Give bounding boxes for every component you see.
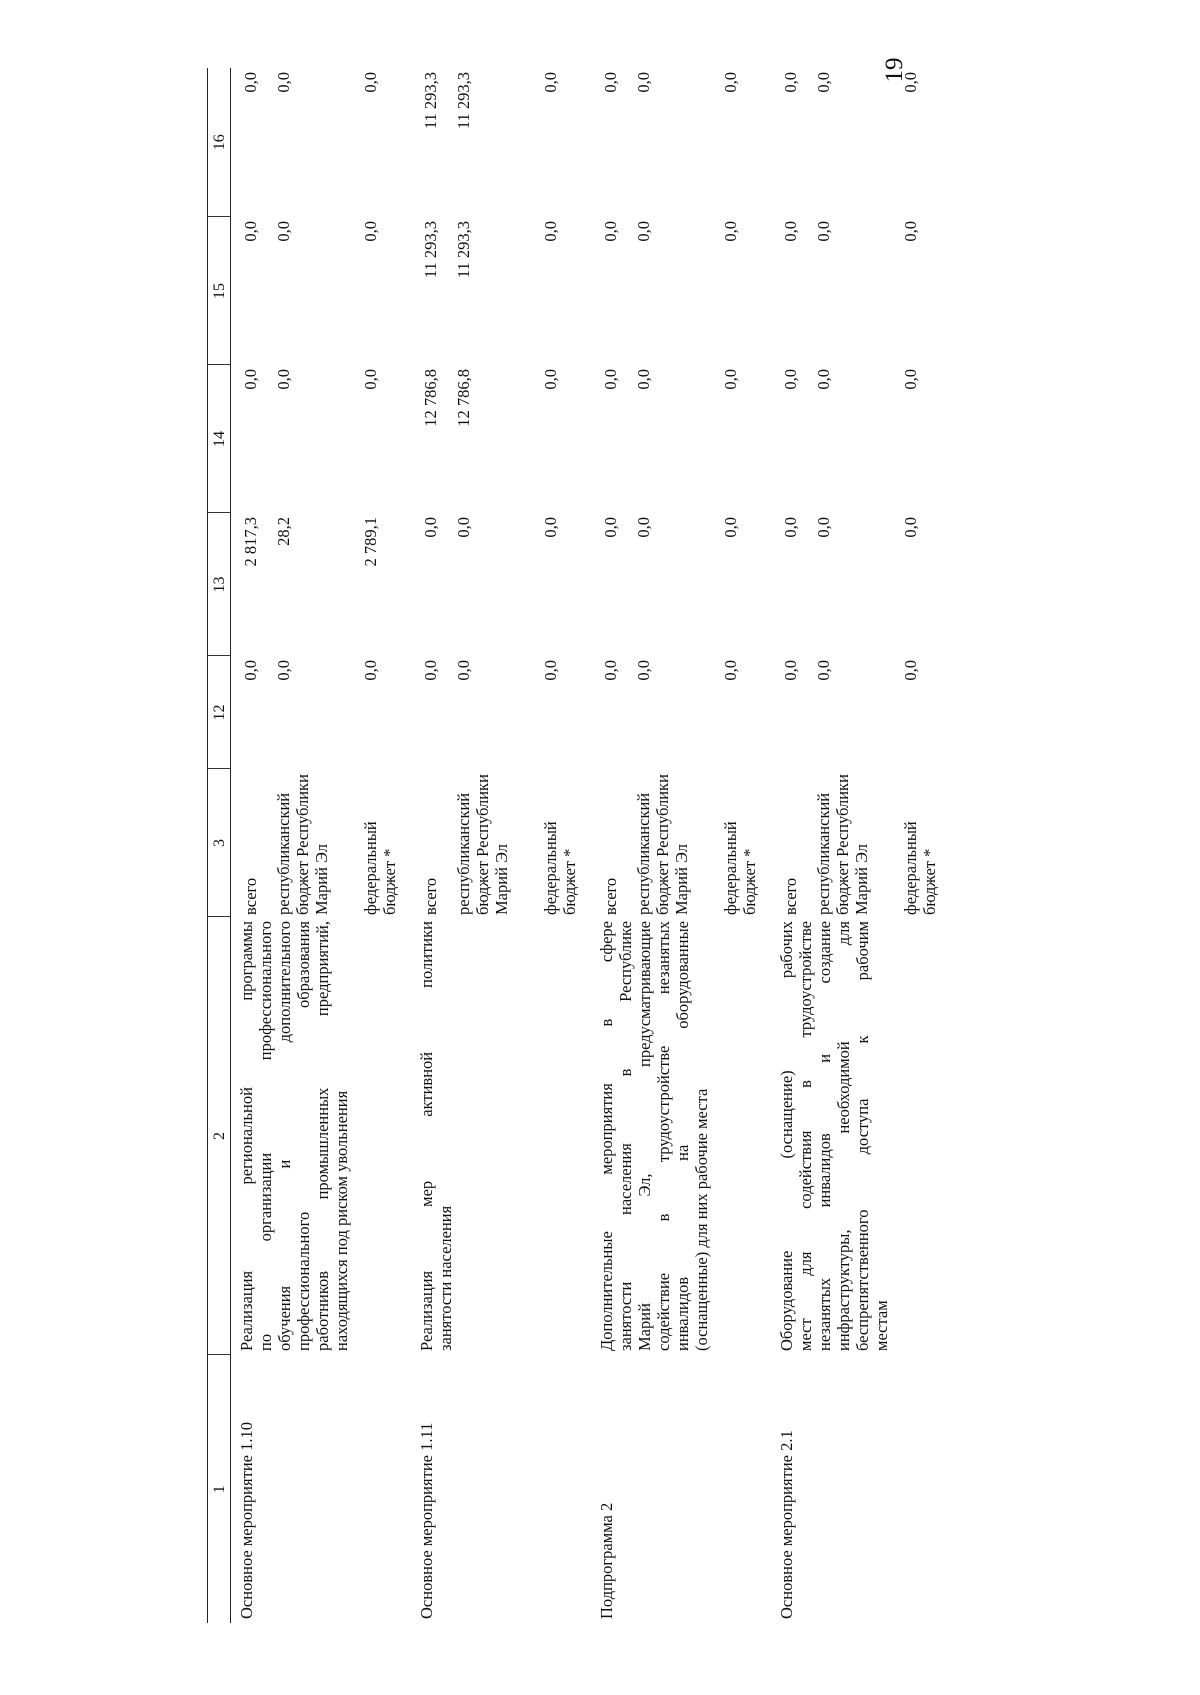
value-cell: 0,0: [721, 369, 740, 390]
funding-source-line: бюджет *: [380, 848, 399, 915]
value-cell: [672, 68, 691, 217]
value-cell: [331, 217, 361, 365]
table-row: [231, 68, 400, 1623]
value-cell: [653, 656, 672, 769]
value-cell: [560, 68, 579, 217]
value-cell: [691, 513, 721, 656]
value-cell: [312, 365, 331, 513]
col-header-12: 12: [208, 656, 231, 769]
value-cell: [833, 68, 852, 217]
value-cell: [380, 656, 399, 769]
funding-source-line: всего: [601, 877, 620, 915]
value-cell: 0,0: [541, 660, 560, 681]
value-cell: [871, 68, 901, 217]
row-description: [579, 917, 759, 1355]
value-cell: [672, 513, 691, 656]
funding-source-line: [871, 769, 901, 917]
funding-source-line: бюджет Республики: [653, 774, 672, 915]
value-cell: [511, 68, 541, 217]
value-col-16: [759, 68, 939, 217]
description-line: содействие в трудоустройстве незанятых: [654, 921, 673, 1351]
value-cell: 2 817,3: [241, 517, 260, 567]
col-header-1: 1: [208, 1355, 231, 1623]
value-cell: [691, 217, 721, 365]
value-cell: 0,0: [601, 72, 620, 93]
value-cell: 0,0: [781, 517, 800, 538]
budget-table: [207, 68, 939, 1623]
value-cell: 0,0: [901, 72, 920, 93]
value-cell: [653, 513, 672, 656]
value-col-15: [399, 217, 579, 365]
table-row: [399, 68, 579, 1623]
value-cell: 12 786,8: [454, 369, 473, 427]
value-cell: 0,0: [901, 517, 920, 538]
value-cell: 0,0: [814, 517, 833, 538]
value-cell: 0,0: [814, 369, 833, 390]
value-cell: 0,0: [241, 369, 260, 390]
value-cell: [473, 68, 492, 217]
value-cell: 0,0: [541, 221, 560, 242]
value-cell: 0,0: [421, 660, 440, 681]
col-header-2: 2: [208, 917, 231, 1355]
row-title: Основное мероприятие 1.10: [237, 1422, 256, 1619]
value-cell: 28,2: [274, 517, 293, 546]
value-cell: 0,0: [721, 72, 740, 93]
value-col-16: [231, 68, 400, 217]
value-cell: [920, 513, 939, 656]
value-col-14: [399, 365, 579, 513]
value-col-15: [231, 217, 400, 365]
value-cell: [293, 513, 312, 656]
funding-source-line: [331, 769, 361, 917]
funding-source-line: республиканский: [454, 792, 473, 915]
description-line: мест для содействия в трудоустройстве: [796, 921, 815, 1351]
value-cell: 11 293,3: [454, 221, 473, 279]
value-cell: 0,0: [361, 369, 380, 390]
funding-source-line: Марий Эл: [492, 844, 511, 915]
value-cell: [672, 217, 691, 365]
value-cell: [560, 513, 579, 656]
value-cell: 0,0: [814, 660, 833, 681]
funding-source-line: Марий Эл: [672, 844, 691, 915]
value-cell: [492, 217, 511, 365]
value-cell: [492, 365, 511, 513]
funding-source-line: федеральный: [541, 821, 560, 915]
value-cell: [511, 217, 541, 365]
value-cell: 0,0: [601, 369, 620, 390]
value-cell: 0,0: [274, 221, 293, 242]
value-cell: [293, 656, 312, 769]
value-cell: [331, 513, 361, 656]
description-line: Дополнительные мероприятия в сфере: [597, 921, 616, 1351]
description-line: инвалидов на оборудованные: [673, 921, 692, 1351]
value-col-13: [231, 513, 400, 656]
value-cell: [691, 656, 721, 769]
description-line: местам: [872, 1300, 891, 1351]
page-number: 19: [881, 57, 908, 83]
value-cell: [871, 365, 901, 513]
value-col-12: [231, 656, 400, 769]
value-cell: 0,0: [634, 221, 653, 242]
funding-source-line: бюджет *: [560, 848, 579, 915]
value-cell: [380, 68, 399, 217]
value-cell: [871, 217, 901, 365]
value-cell: [871, 656, 901, 769]
value-cell: [331, 656, 361, 769]
funding-source-line: республиканский: [634, 792, 653, 915]
value-cell: [740, 68, 759, 217]
value-cell: 0,0: [814, 221, 833, 242]
value-cell: [293, 365, 312, 513]
description-line: профессионального образования: [294, 921, 313, 1351]
row-title: Основное мероприятие 1.11: [417, 1422, 436, 1619]
funding-source-line: бюджет Республики: [473, 774, 492, 915]
value-cell: 0,0: [901, 660, 920, 681]
value-col-15: [759, 217, 939, 365]
col-header-13: 13: [208, 513, 231, 656]
row-title: Подпрограмма 2: [597, 1502, 616, 1619]
row-description: [231, 917, 400, 1355]
description-line: находящихся под риском увольнения: [332, 1090, 351, 1351]
value-cell: [852, 68, 871, 217]
value-cell: [653, 217, 672, 365]
value-cell: [672, 656, 691, 769]
value-col-14: [759, 365, 939, 513]
header-row: [208, 68, 231, 1623]
value-col-14: [231, 365, 400, 513]
value-cell: 0,0: [781, 369, 800, 390]
value-col-16: [399, 68, 579, 217]
value-cell: [833, 365, 852, 513]
funding-source-line: республиканский: [274, 792, 293, 915]
table-row: [759, 68, 939, 1623]
funding-source: [759, 769, 939, 917]
col-header-16: 16: [208, 68, 231, 217]
value-cell: [852, 217, 871, 365]
value-cell: [871, 513, 901, 656]
value-col-12: [399, 656, 579, 769]
value-cell: 0,0: [781, 221, 800, 242]
description-line: инфраструктуры, необходимой для: [834, 921, 853, 1351]
value-col-13: [579, 513, 759, 656]
value-cell: [492, 513, 511, 656]
value-cell: [920, 656, 939, 769]
funding-source-line: всего: [421, 877, 440, 915]
value-cell: 0,0: [721, 517, 740, 538]
col-header-14: 14: [208, 365, 231, 513]
description-line: занятости населения: [436, 1205, 455, 1351]
value-cell: [740, 365, 759, 513]
value-cell: 0,0: [274, 369, 293, 390]
value-cell: [492, 68, 511, 217]
value-cell: [672, 365, 691, 513]
funding-source-line: бюджет Республики: [293, 774, 312, 915]
value-cell: 12 786,8: [421, 369, 440, 427]
funding-source-line: [511, 769, 541, 917]
funding-source-line: бюджет *: [920, 848, 939, 915]
description-line: незанятых инвалидов и создание: [815, 921, 834, 1351]
row-title: Основное мероприятие 2.1: [777, 1430, 796, 1619]
funding-source-line: федеральный: [721, 821, 740, 915]
value-cell: [691, 68, 721, 217]
value-cell: 0,0: [814, 72, 833, 93]
value-cell: 0,0: [901, 369, 920, 390]
funding-source: [399, 769, 579, 917]
description-line: занятости населения в Республике: [616, 921, 635, 1351]
funding-source-line: федеральный: [901, 821, 920, 915]
value-cell: 0,0: [901, 221, 920, 242]
funding-source-line: бюджет *: [740, 848, 759, 915]
description-line: Оборудование (оснащение) рабочих: [777, 921, 796, 1351]
funding-source-line: всего: [781, 877, 800, 915]
value-cell: 0,0: [361, 221, 380, 242]
table-body: [231, 68, 940, 1623]
funding-source-line: всего: [241, 877, 260, 915]
description-line: работников промышленных предприятий,: [313, 921, 332, 1351]
value-cell: 0,0: [601, 660, 620, 681]
value-col-13: [759, 513, 939, 656]
value-cell: 0,0: [634, 72, 653, 93]
value-cell: [473, 365, 492, 513]
value-cell: 0,0: [454, 660, 473, 681]
funding-source-line: Марий Эл: [852, 844, 871, 915]
value-cell: [293, 217, 312, 365]
table-row: [579, 68, 759, 1623]
funding-source: [231, 769, 400, 917]
value-col-12: [759, 656, 939, 769]
funding-source-line: Марий Эл: [312, 844, 331, 915]
funding-source-line: [691, 769, 721, 917]
funding-source-line: федеральный: [361, 821, 380, 915]
value-cell: [473, 656, 492, 769]
value-cell: 0,0: [721, 660, 740, 681]
value-cell: 0,0: [781, 72, 800, 93]
value-cell: [312, 656, 331, 769]
value-cell: 0,0: [421, 517, 440, 538]
value-col-13: [399, 513, 579, 656]
description-line: Реализация региональной программы: [237, 921, 256, 1351]
value-col-15: [579, 217, 759, 365]
value-cell: 11 293,3: [421, 72, 440, 130]
value-cell: [473, 513, 492, 656]
value-cell: [380, 217, 399, 365]
value-cell: [560, 656, 579, 769]
value-cell: [560, 217, 579, 365]
value-cell: 0,0: [541, 369, 560, 390]
value-cell: 0,0: [541, 72, 560, 93]
rotated-table-container: [207, 68, 1067, 1623]
value-cell: [833, 217, 852, 365]
value-cell: 0,0: [541, 517, 560, 538]
value-cell: [560, 365, 579, 513]
value-cell: 0,0: [454, 517, 473, 538]
value-cell: [331, 68, 361, 217]
value-cell: 0,0: [601, 221, 620, 242]
value-cell: 0,0: [781, 660, 800, 681]
value-col-12: [579, 656, 759, 769]
value-cell: 0,0: [274, 660, 293, 681]
description-line: беспрепятственного доступа к рабочим: [853, 921, 872, 1351]
value-cell: 0,0: [241, 660, 260, 681]
value-cell: 2 789,1: [361, 517, 380, 567]
value-cell: [920, 365, 939, 513]
value-cell: [293, 68, 312, 217]
value-cell: 0,0: [721, 221, 740, 242]
value-cell: 11 293,3: [421, 221, 440, 279]
value-cell: 0,0: [634, 369, 653, 390]
value-cell: [511, 513, 541, 656]
value-cell: [740, 656, 759, 769]
description-line: Реализация мер активной политики: [417, 921, 436, 1351]
col-header-15: 15: [208, 217, 231, 365]
description-line: (оснащенные) для них рабочие места: [692, 1088, 711, 1351]
value-cell: [380, 513, 399, 656]
value-cell: 0,0: [241, 72, 260, 93]
value-cell: [653, 365, 672, 513]
row-description: [399, 917, 579, 1355]
col-header-3: 3: [208, 769, 231, 917]
value-col-16: [579, 68, 759, 217]
value-cell: 0,0: [361, 660, 380, 681]
value-cell: [852, 656, 871, 769]
value-cell: 0,0: [634, 660, 653, 681]
value-col-14: [579, 365, 759, 513]
value-cell: [511, 365, 541, 513]
value-cell: 0,0: [274, 72, 293, 93]
value-cell: [380, 365, 399, 513]
value-cell: [312, 217, 331, 365]
description-line: по организации профессионального: [256, 921, 275, 1351]
value-cell: [920, 217, 939, 365]
value-cell: [920, 68, 939, 217]
value-cell: [653, 68, 672, 217]
description-line: Марий Эл, предусматривающие: [635, 921, 654, 1351]
value-cell: [833, 513, 852, 656]
value-cell: 0,0: [361, 72, 380, 93]
funding-source: [579, 769, 759, 917]
value-cell: [691, 365, 721, 513]
value-cell: 0,0: [634, 517, 653, 538]
value-cell: [331, 365, 361, 513]
value-cell: [852, 513, 871, 656]
value-cell: [473, 217, 492, 365]
value-cell: [852, 365, 871, 513]
funding-source-line: бюджет Республики: [833, 774, 852, 915]
value-cell: [740, 217, 759, 365]
row-description: [759, 917, 939, 1355]
value-cell: [492, 656, 511, 769]
description-line: обучения и дополнительного: [275, 921, 294, 1351]
value-cell: 11 293,3: [454, 72, 473, 130]
value-cell: [312, 68, 331, 217]
value-cell: [511, 656, 541, 769]
value-cell: [833, 656, 852, 769]
value-cell: [740, 513, 759, 656]
value-cell: [312, 513, 331, 656]
value-cell: 0,0: [241, 221, 260, 242]
funding-source-line: республиканский: [814, 792, 833, 915]
value-cell: 0,0: [601, 517, 620, 538]
